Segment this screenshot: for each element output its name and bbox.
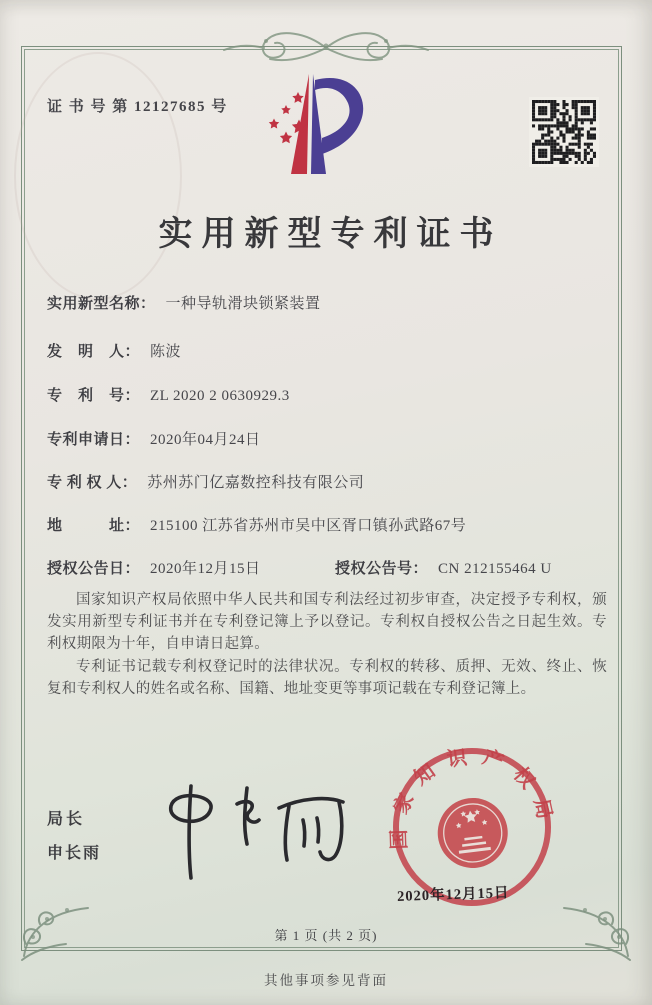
field-row-patent-number xyxy=(47,384,290,405)
seal-date: 2020年12月15日 xyxy=(396,885,510,905)
field-value: 苏州苏门亿嘉数控科技有限公司 xyxy=(147,475,365,491)
field-label: 专 利 权 人： xyxy=(47,475,138,491)
see-back-note: 其他事项参见背面 xyxy=(264,973,388,988)
field-row-address xyxy=(47,514,466,535)
field-row-patentee xyxy=(47,471,364,492)
field-value: ZL 2020 2 0630929.3 xyxy=(150,388,290,404)
commissioner-signature xyxy=(155,772,355,890)
field-row-inventor xyxy=(47,340,181,361)
top-scroll-ornament-icon xyxy=(218,24,434,72)
legal-text xyxy=(47,590,607,703)
legal-paragraph-register: 专利证书记载专利权登记时的法律状况。专利权的转移、质押、无效、终止、恢复和专利权人的姓名或名称、国籍、地址变更等事项记载在专利登记簿上。 xyxy=(47,659,607,698)
field-row-grant xyxy=(47,557,552,578)
field-value: 一种导轨滑块锁紧装置 xyxy=(165,296,321,312)
svg-text:国家知识产权局: 国家知识产权局 xyxy=(387,745,559,850)
national-emblem-icon xyxy=(434,794,512,872)
field-label: 专 利 号： xyxy=(47,388,141,404)
certificate-title: 实用新型专利证书 xyxy=(158,216,503,253)
field-label: 发 明 人： xyxy=(47,344,141,360)
commissioner-name: 申长雨 xyxy=(47,845,102,862)
field-label: 授权公告日： xyxy=(47,561,141,577)
field-label: 地 址： xyxy=(47,518,141,534)
field-value: 215100 江苏省苏州市吴中区胥口镇孙武路67号 xyxy=(150,518,467,534)
field-row-filing-date xyxy=(47,428,261,449)
field-value: 2020年12月15日 xyxy=(150,561,261,577)
field-label: 专利申请日： xyxy=(47,432,141,448)
commissioner-title: 局长 xyxy=(47,811,86,828)
field-value: 陈波 xyxy=(150,344,182,360)
field-label: 实用新型名称： xyxy=(47,296,156,312)
qr-code xyxy=(529,97,599,167)
field-value: CN 212155464 U xyxy=(438,561,552,577)
field-value: 2020年04月24日 xyxy=(150,432,261,448)
page-indicator: 第 1 页 (共 2 页) xyxy=(274,928,378,943)
certificate-number: 证 书 号 第 12127685 号 xyxy=(47,99,228,115)
field-row-name xyxy=(47,292,321,313)
field-label: 授权公告号： xyxy=(335,561,429,577)
cnipa-patent-logo-icon xyxy=(262,68,380,190)
legal-paragraph-grant: 国家知识产权局依照中华人民共和国专利法经过初步审查，决定授予专利权，颁发实用新型专利证书并在专利登记簿上予以登记。专利权自授权公告之日起生效。专利权期限为十年，自申请日起算。 xyxy=(47,592,607,652)
embossed-stamp-watermark xyxy=(14,52,182,300)
